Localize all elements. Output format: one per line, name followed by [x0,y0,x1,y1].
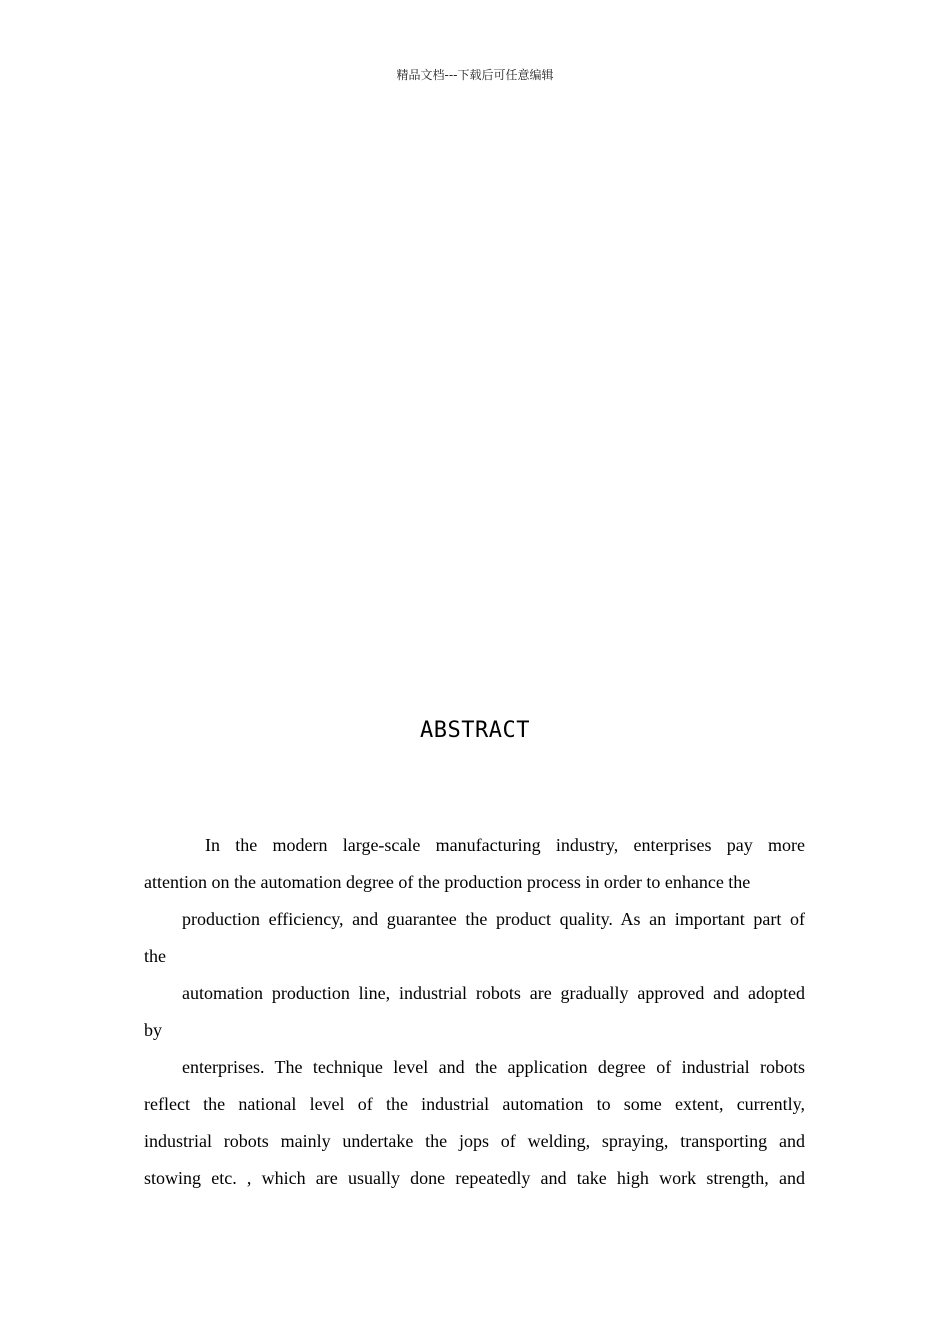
abstract-line: the [144,946,166,966]
abstract-line: reflect the national level of the industrial automation to some extent, currently, [144,1094,805,1114]
abstract-line: automation production line, industrial robots are gradually approved and adopted [182,983,805,1003]
abstract-line: industrial robots mainly undertake the jops of welding, spraying, transporting and [144,1131,805,1151]
abstract-line: attention on the automation degree of the production process in order to enhance the [144,872,751,892]
abstract-line: by [144,1020,162,1040]
abstract-body [144,827,805,1197]
abstract-line: production efficiency, and guarantee the product quality. As an important part of [182,909,805,929]
page-header: 精品文档---下载后可任意编辑 [396,68,554,82]
abstract-line: stowing etc. , which are usually done repeatedly and take high work strength, and [144,1168,805,1188]
abstract-line: In the modern large-scale manufacturing industry, enterprises pay more [205,835,805,855]
abstract-title: ABSTRACT [420,718,530,743]
abstract-line: enterprises. The technique level and the application degree of industrial robots [182,1057,805,1077]
